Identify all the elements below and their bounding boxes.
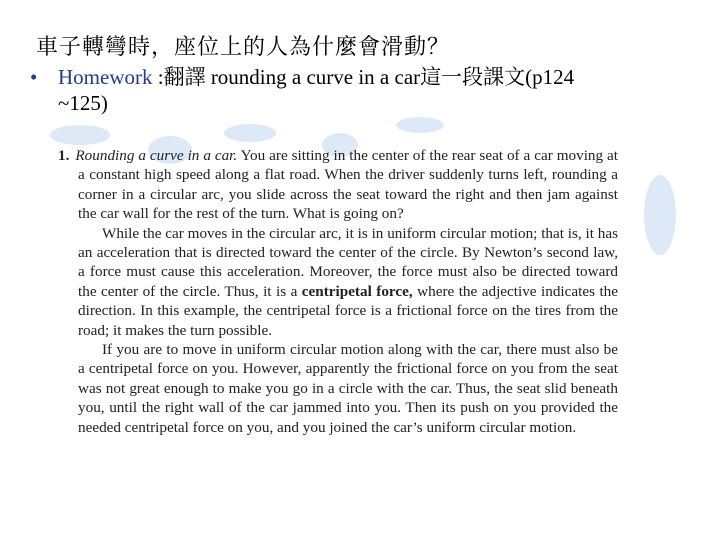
bullet-marker: •	[30, 65, 38, 89]
excerpt-p2-text-a: While the car moves in the circular arc, it is in uniform circular motion; that is, it has an acceleration that is directed toward the center of the circle. By Newton’s second law, a force must cause this acceleration. Moreover, the force must also be directed toward the center of the circle. Thus, it is a	[78, 224, 618, 300]
homework-bullet	[30, 64, 670, 116]
homework-text-continuation: ~125)	[58, 91, 108, 115]
problem-number: 1.	[58, 147, 70, 164]
homework-label: Homework	[58, 65, 153, 89]
excerpt-term-centripetal: centripetal force,	[301, 282, 413, 300]
textbook-excerpt	[58, 146, 618, 437]
excerpt-p1-text: You are sitting in the center of the rear seat of a car moving at a constant high speed along a flat road. When the driver suddenly turns left, rounding a corner in a circular arc, you slide across the seat toward the right and then jam against the car wall for the rest of the turn. What is going on?	[78, 147, 618, 223]
excerpt-heading: Rounding a curve in a car.	[75, 147, 238, 164]
slide-title: 車子轉彎時，座位上的人為什麼會滑動？	[36, 35, 451, 60]
excerpt-paragraph-1	[58, 146, 618, 224]
homework-text: :翻譯 rounding a curve in a car這一段課文(p124	[152, 65, 575, 89]
excerpt-paragraph-3: If you are to move in uniform circular motion along with the car, there must also be a centripetal force on you. However, apparently the frictional force on you from the seat was not great enough to make you go in a circle with the car. Thus, the seat slid beneath you, until the right wall of the car jammed into you. Then its push on you provided the needed centripetal force on you, and you joined the car’s uniform circular motion.	[78, 341, 618, 436]
excerpt-paragraph-2	[78, 224, 618, 340]
excerpt-p2-text-b: where the adjective indicates the direction. In this example, the centripetal force is a frictional force on the tires from the road; it makes the turn possible.	[78, 282, 619, 339]
